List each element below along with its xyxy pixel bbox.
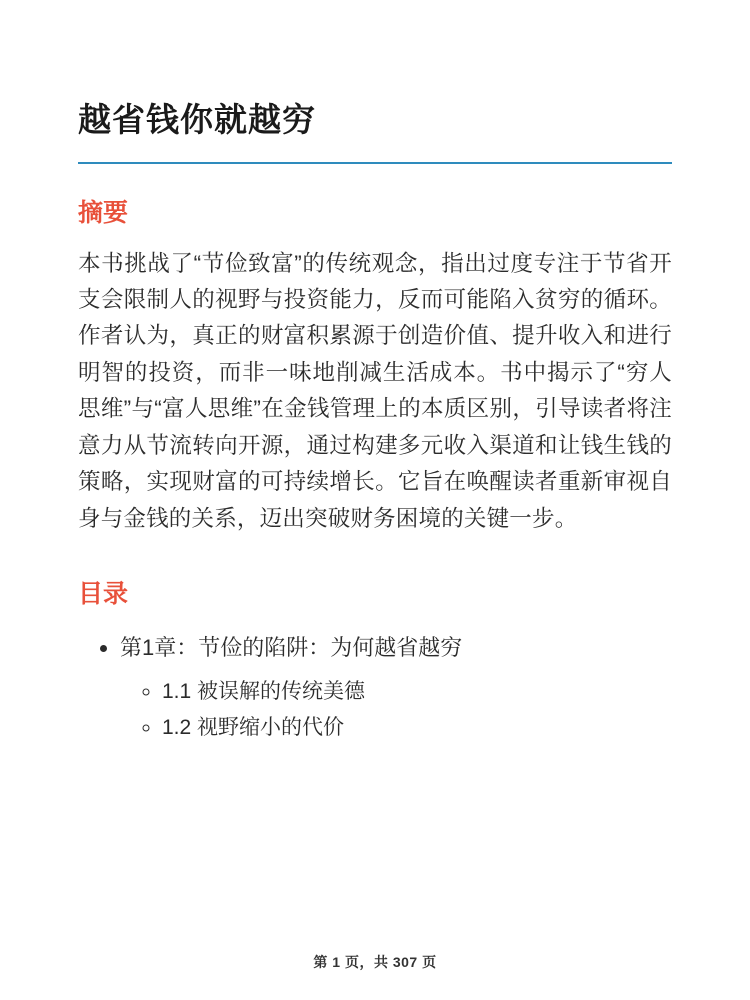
toc-heading: 目录 [78,580,129,609]
toc-section-label: 1.1 被误解的传统美德 [162,680,366,704]
list-item[interactable] [162,674,672,710]
list-item[interactable] [120,631,672,745]
abstract-heading: 摘要 [78,198,129,227]
title-divider [78,162,672,164]
abstract-text: 本书挑战了“节俭致富”的传统观念，指出过度专注于节省开支会限制人的视野与投资能力，反而可能陷入贫穷的循环。作者认为，真正的财富积累源于创造价值、提升收入和进行明智的投资，而非一味地削减生活成本。书中揭示了“穷人思维”与“富人思维”在金钱管理上的本质区别，引导读者将注意力从节流转向开源，通过构建多元收入渠道和让钱生钱的策略，实现财富的可持续增长。它旨在唤醒读者重新审视自身与金钱的关系，迈出突破财务困境的关键一步。 [78,250,672,531]
toc-sublist [120,674,672,745]
toc-section-label: 1.2 视野缩小的代价 [162,715,345,739]
toc-chapter-label: 第1章：节俭的陷阱：为何越省越穷 [120,635,463,661]
page-footer: 第 1 页，共 307 页 [313,954,437,970]
toc-list [78,631,672,745]
page-title: 越省钱你就越穷 [78,101,316,138]
list-item[interactable] [162,710,672,746]
